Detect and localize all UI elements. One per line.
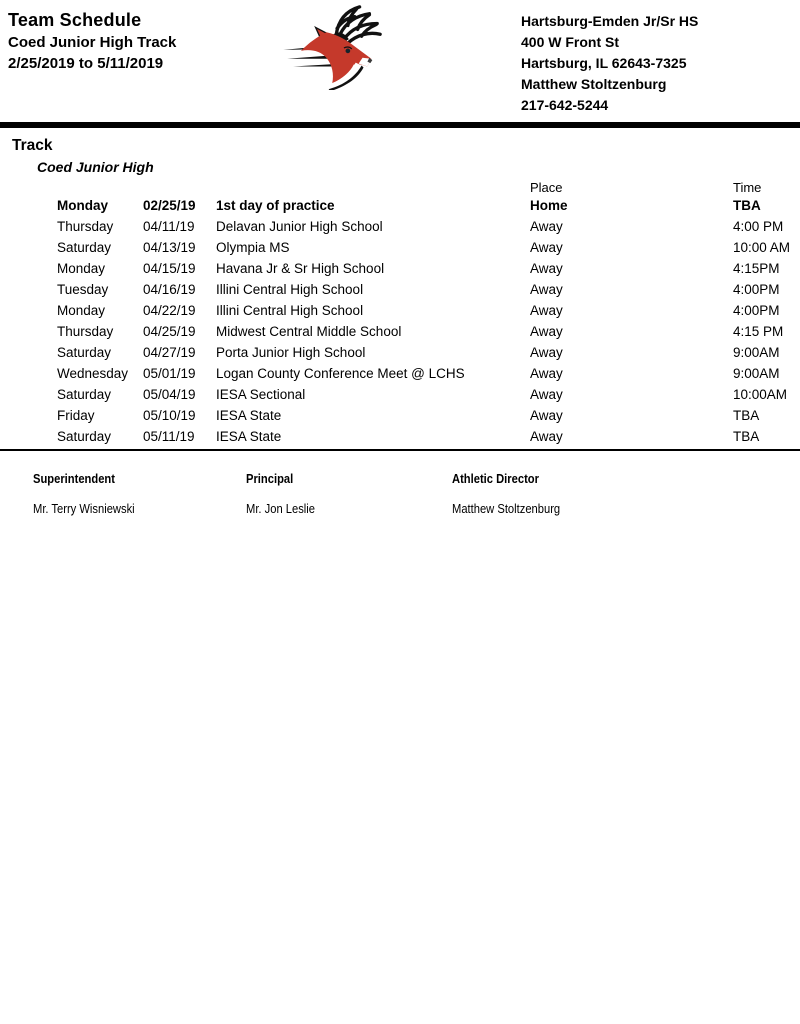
cell-place: Away <box>530 408 563 423</box>
cell-time: TBA <box>733 198 761 213</box>
date-range: 2/25/2019 to 5/11/2019 <box>8 55 164 72</box>
cell-event: IESA State <box>216 408 282 423</box>
table-row <box>0 279 800 300</box>
column-header-place: Place <box>530 180 563 195</box>
footer-divider <box>0 449 800 451</box>
cell-date: 05/10/19 <box>143 408 196 423</box>
cell-day: Saturday <box>57 387 112 402</box>
school-contact: Matthew Stoltzenburg <box>521 76 667 92</box>
school-name: Hartsburg-Emden Jr/Sr HS <box>521 13 699 29</box>
table-row <box>0 342 800 363</box>
sport-heading: Track <box>12 137 53 154</box>
cell-date: 04/25/19 <box>143 324 196 339</box>
cell-event: IESA Sectional <box>216 387 306 402</box>
cell-day: Saturday <box>57 429 112 444</box>
cell-time: 4:15 PM <box>733 324 784 339</box>
table-row <box>0 216 800 237</box>
cell-time: 9:00AM <box>733 345 780 360</box>
team-heading: Coed Junior High <box>37 159 154 175</box>
official-name: Matthew Stoltzenburg <box>452 501 561 516</box>
stag-mascot-logo <box>283 2 401 90</box>
cell-time: 10:00 AM <box>733 240 791 255</box>
cell-event: Illini Central High School <box>216 282 364 297</box>
cell-day: Saturday <box>57 240 112 255</box>
cell-day: Monday <box>57 303 106 318</box>
table-row <box>0 321 800 342</box>
cell-time: 10:00AM <box>733 387 788 402</box>
cell-time: 4:00PM <box>733 282 780 297</box>
schedule-rows <box>0 195 800 447</box>
cell-time: 4:15PM <box>733 261 780 276</box>
table-row <box>0 237 800 258</box>
cell-event: Logan County Conference Meet @ LCHS <box>216 366 465 381</box>
cell-day: Monday <box>57 198 109 213</box>
table-row <box>0 363 800 384</box>
school-address: 400 W Front St <box>521 34 620 50</box>
cell-day: Wednesday <box>57 366 129 381</box>
cell-place: Away <box>530 261 563 276</box>
school-city-state-zip: Hartsburg, IL 62643-7325 <box>521 55 687 71</box>
cell-date: 04/15/19 <box>143 261 196 276</box>
school-phone: 217-642-5244 <box>521 97 609 113</box>
cell-place: Away <box>530 366 563 381</box>
official-athletic-director <box>452 470 578 518</box>
cell-event: Havana Jr & Sr High School <box>216 261 385 276</box>
cell-date: 04/27/19 <box>143 345 196 360</box>
cell-event: Delavan Junior High School <box>216 219 383 234</box>
official-principal <box>246 470 326 518</box>
table-header-row <box>0 180 800 195</box>
cell-time: TBA <box>733 408 760 423</box>
cell-place: Home <box>530 198 568 213</box>
page-title: Team Schedule <box>8 10 142 30</box>
official-role: Superintendent <box>33 471 115 486</box>
cell-date: 04/16/19 <box>143 282 196 297</box>
cell-date: 02/25/19 <box>143 198 196 213</box>
official-role: Principal <box>246 471 294 486</box>
officials <box>0 470 800 530</box>
team-subtitle: Coed Junior High Track <box>8 34 177 51</box>
cell-day: Monday <box>57 261 106 276</box>
cell-place: Away <box>530 219 563 234</box>
table-row <box>0 384 800 405</box>
cell-date: 04/13/19 <box>143 240 196 255</box>
table-row <box>0 405 800 426</box>
table-row <box>0 426 800 447</box>
cell-time: 4:00PM <box>733 303 780 318</box>
cell-time: 4:00 PM <box>733 219 784 234</box>
cell-day: Friday <box>57 408 95 423</box>
cell-place: Away <box>530 387 563 402</box>
table-row <box>0 258 800 279</box>
cell-day: Saturday <box>57 345 112 360</box>
cell-event: 1st day of practice <box>216 198 335 213</box>
cell-place: Away <box>530 240 563 255</box>
cell-place: Away <box>530 324 563 339</box>
column-header-time: Time <box>733 180 762 195</box>
cell-day: Tuesday <box>57 282 109 297</box>
cell-date: 05/04/19 <box>143 387 196 402</box>
cell-event: Illini Central High School <box>216 303 364 318</box>
cell-date: 05/11/19 <box>143 429 195 444</box>
school-info-block <box>521 11 698 116</box>
cell-time: TBA <box>733 429 760 444</box>
cell-event: IESA State <box>216 429 282 444</box>
table-row <box>0 300 800 321</box>
cell-date: 04/11/19 <box>143 219 195 234</box>
header-divider <box>0 122 800 128</box>
cell-place: Away <box>530 303 563 318</box>
cell-date: 04/22/19 <box>143 303 196 318</box>
document-title-block <box>8 9 176 74</box>
schedule-table <box>0 180 800 447</box>
cell-place: Away <box>530 282 563 297</box>
cell-day: Thursday <box>57 324 114 339</box>
cell-event: Olympia MS <box>216 240 290 255</box>
cell-event: Midwest Central Middle School <box>216 324 402 339</box>
official-name: Mr. Jon Leslie <box>246 501 315 516</box>
cell-place: Away <box>530 429 563 444</box>
cell-time: 9:00AM <box>733 366 780 381</box>
cell-place: Away <box>530 345 563 360</box>
header-spacer-day <box>57 180 143 195</box>
cell-day: Thursday <box>57 219 114 234</box>
official-name: Mr. Terry Wisniewski <box>33 501 135 516</box>
header-spacer-date <box>143 180 216 195</box>
cell-event: Porta Junior High School <box>216 345 366 360</box>
official-superintendent <box>33 470 151 518</box>
header-spacer-event <box>216 180 530 195</box>
table-row <box>0 195 800 216</box>
official-role: Athletic Director <box>452 471 539 486</box>
cell-date: 05/01/19 <box>143 366 196 381</box>
